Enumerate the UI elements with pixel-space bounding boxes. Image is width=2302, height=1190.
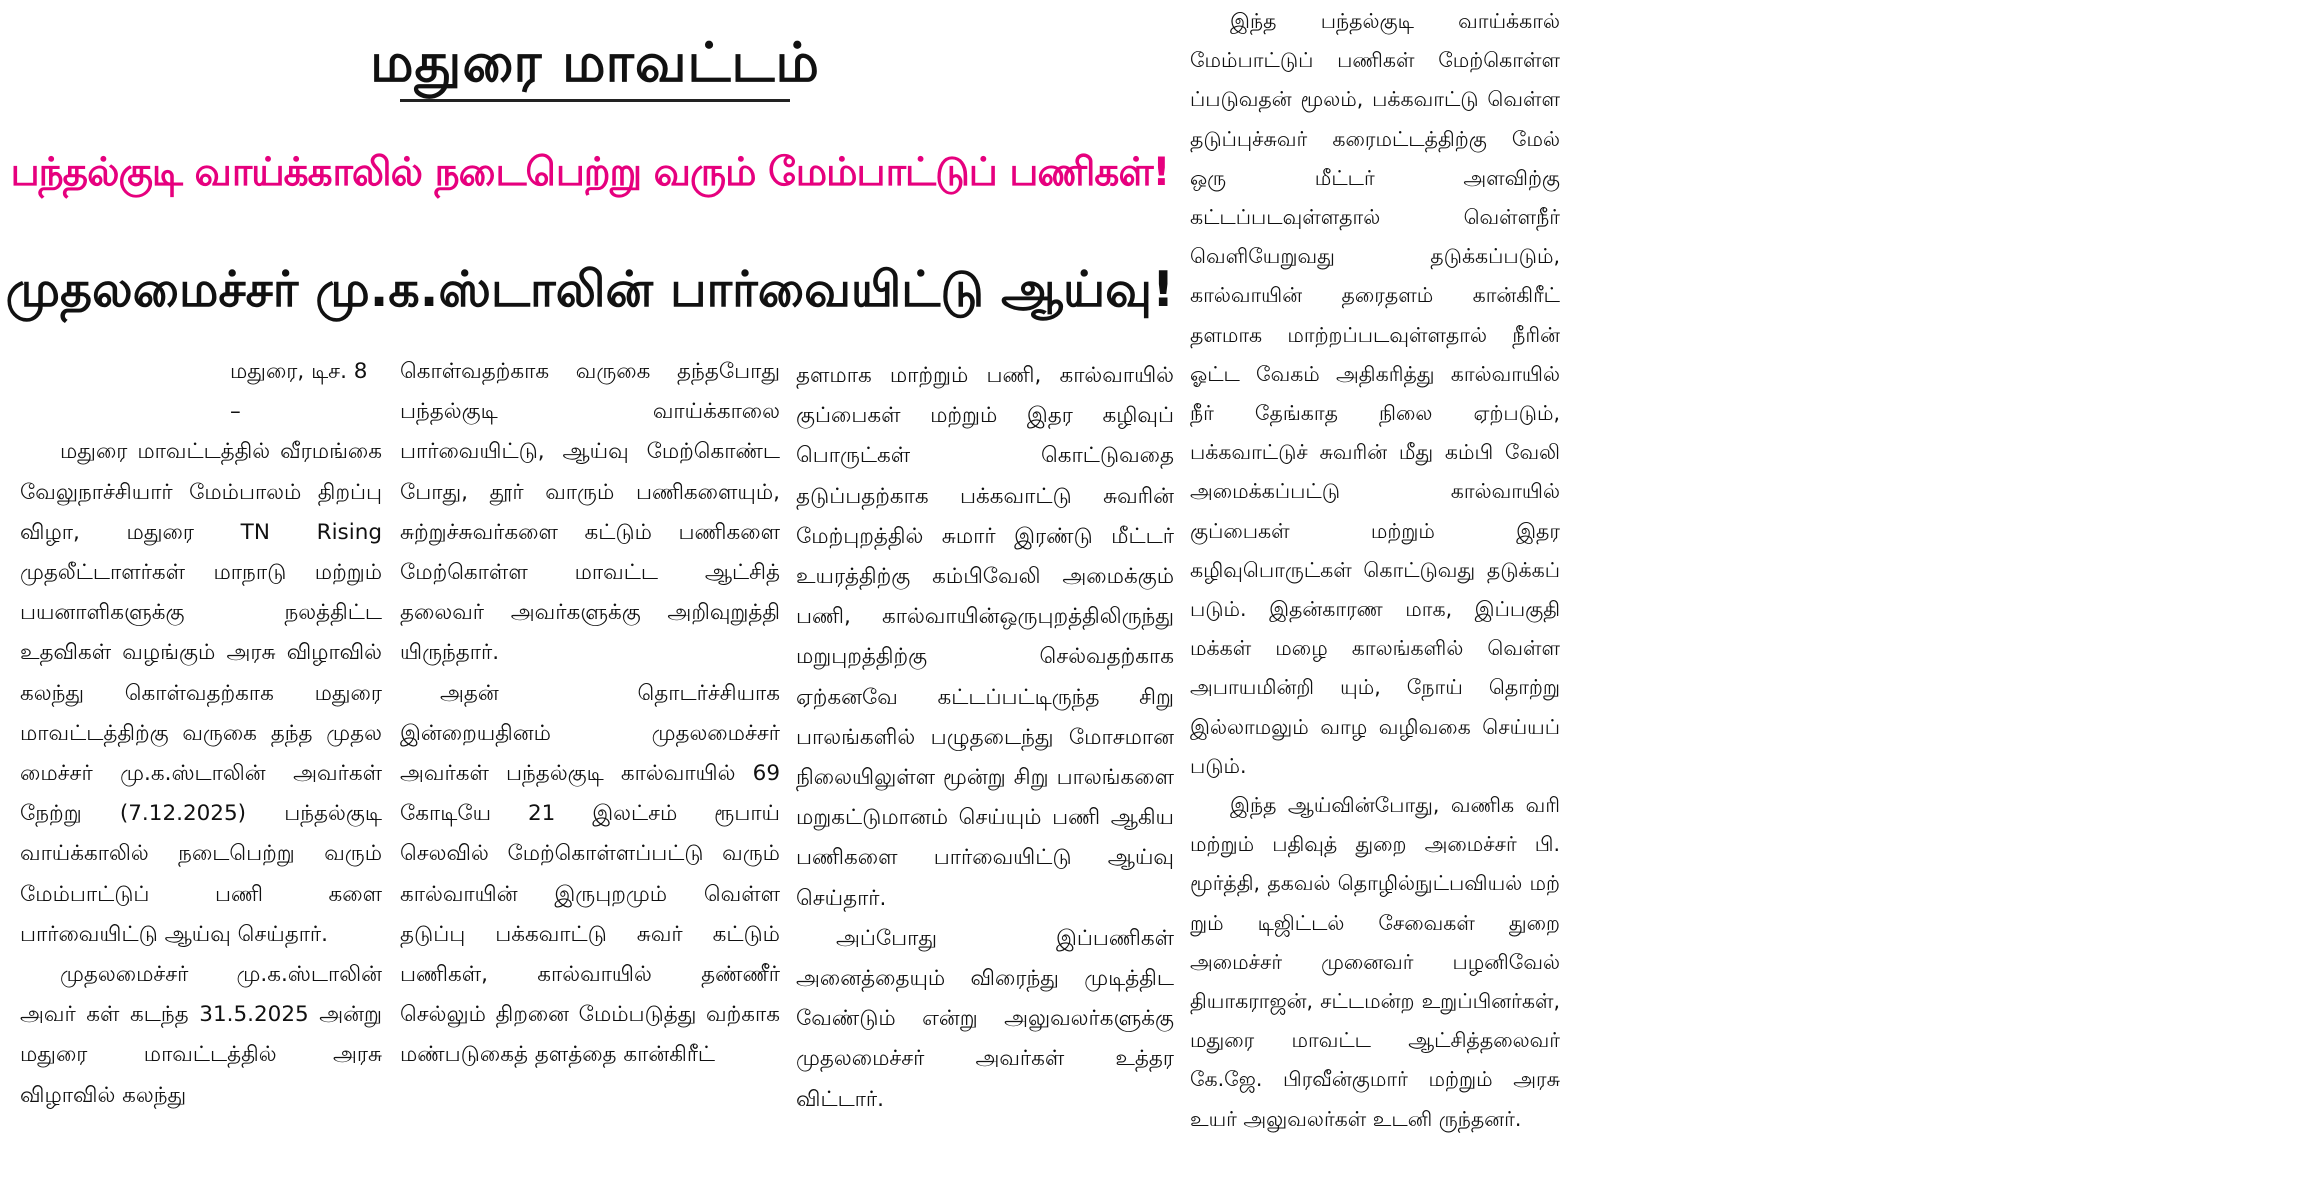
article-column-1 (20, 352, 382, 1116)
paragraph: அதன் தொடர்ச்சியாக இன்றையதினம் முதலமைச்சர் அவர்கள் பந்தல்குடி கால்வாயில் 69 கோடியே 21 இலட்சம் ரூபாய் செலவில் மேற்கொள்ளப்பட்டு வரும் கால்வாயின் இருபுறமும் வெள்ள தடுப்பு பக்கவாட்டு சுவர் கட்டும் பணிகள், கால்வாயில் தண்ணீர் செல்லும் திறனை மேம்படுத்து வற்காக மண்படுகைத் தளத்தை கான்கிரீட் (400, 680, 780, 1068)
paragraph: தளமாக மாற்றும் பணி, கால்வாயில் குப்பைகள் மற்றும் இதர கழிவுப் பொருட்கள் கொட்டுவதை தடுப்பதற்காக பக்கவாட்டு சுவரின் மேற்புறத்தில் சுமார் இரண்டு மீட்டர் உயரத்திற்கு கம்பிவேலி அமைக்கும் பணி, கால்வாயின்ஒருபுறத்திலிருந்து மறுபுறத்திற்கு செல்வதற்காக ஏற்கனவே கட்டப்பட்டிருந்த சிறு பாலங்களில் பழுதடைந்து மோசமான நிலையிலுள்ள மூன்று சிறு பாலங்களை மறுகட்டுமானம் செய்யும் பணி ஆகிய பணிகளை பார்வையிட்டு ஆய்வு செய்தார். (796, 363, 1174, 911)
paragraph: கொள்வதற்காக வருகை தந்தபோது பந்தல்குடி வாய்க்காலை பார்வையிட்டு, ஆய்வு மேற்கொண்ட போது, தூர் வாரும் பணிகளையும், சுற்றுச்சுவர்களை கட்டும் பணிகளை மேற்கொள்ள மாவட்ட ஆட்சித் தலைவர் அவர்களுக்கு அறிவுறுத்தி யிருந்தார். (400, 359, 780, 666)
article-column-3 (796, 356, 1174, 1120)
paragraph: அப்போது இப்பணிகள் அனைத்தையும் விரைந்து முடித்திட வேண்டும் என்று அலுவலர்களுக்கு முதலமைச்சர் அவர்கள் உத்தர விட்டார். (796, 925, 1174, 1112)
dateline: மதுரை, டிச. 8 – (230, 359, 368, 425)
section-kicker: மதுரை மாவட்டம் (370, 31, 820, 94)
subheadline: முதலமைச்சர் மு.க.ஸ்டாலின் பார்வையிட்டு ஆய்வு! (5, 261, 1175, 318)
paragraph: இந்த பந்தல்குடி வாய்க்கால் மேம்பாட்டுப் பணிகள் மேற்கொள்ள ப்படுவதன் மூலம், பக்கவாட்டு வெள்ள தடுப்புச்சுவர் கரைமட்டத்திற்கு மேல் ஒரு மீட்டர் அளவிற்கு கட்டப்படவுள்ளதால் வெள்ளநீர் வெளியேறுவது தடுக்கப்படும், கால்வாயின் தரைதளம் கான்கிரீட் தளமாக மாற்றப்படவுள்ளதால் நீரின் ஓட்ட வேகம் அதிகரித்து கால்வாயில் நீர் தேங்காத நிலை ஏற்படும், பக்கவாட்டுச் சுவரின் மீது கம்பி வேலி அமைக்கப்பட்டு கால்வாயில் குப்பைகள் மற்றும் இதர கழிவுபொருட்கள் கொட்டுவது தடுக்கப் படும். இதன்காரண மாக, இப்பகுதி மக்கள் மழை காலங்களில் வெள்ள அபாயமின்றி யும், நோய் தொற்று இல்லாமலும் வாழ வழிவகை செய்யப் படும். (1190, 9, 1560, 778)
article-column-2 (400, 352, 780, 1076)
paragraph: முதலமைச்சர் மு.க.ஸ்டாலின் அவர் கள் கடந்த 31.5.2025 அன்று மதுரை மாவட்டத்தில் அரசு விழாவில் கலந்து (20, 962, 382, 1108)
paragraph: இந்த ஆய்வின்போது, வணிக வரி மற்றும் பதிவுத் துறை அமைச்சர் பி. மூர்த்தி, தகவல் தொழில்நுட்பவியல் மற் றும் டிஜிட்டல் சேவைகள் துறை அமைச்சர் முனைவர் பழனிவேல் தியாகராஜன், சட்டமன்ற உறுப்பினர்கள், மதுரை மாவட்ட ஆட்சித்தலைவர் கே.ஜே. பிரவீன்குமார் மற்றும் அரசு உயர் அலுவலர்கள் உடனி ருந்தனர். (1190, 793, 1560, 1131)
kicker-underline (400, 99, 790, 102)
headline: பந்தல்குடி வாய்க்காலில் நடைபெற்று வரும் மேம்பாட்டுப் பணிகள்! (10, 150, 1170, 195)
paragraph: மதுரை மாவட்டத்தில் வீரமங்கை வேலுநாச்சியார் மேம்பாலம் திறப்பு விழா, மதுரை TN Rising முதலீட்டாளர்கள் மாநாடு மற்றும் பயனாளிகளுக்கு நலத்திட்ட உதவிகள் வழங்கும் அரசு விழாவில் கலந்து கொள்வதற்காக மதுரை மாவட்டத்திற்கு வருகை தந்த முதல மைச்சர் மு.க.ஸ்டாலின் அவர்கள் நேற்று (7.12.2025) பந்தல்குடி வாய்க்காலில் நடைபெற்று வரும் மேம்பாட்டுப் பணி களை பார்வையிட்டு ஆய்வு செய்தார். (20, 439, 382, 947)
article-column-4 (1190, 2, 1560, 1139)
